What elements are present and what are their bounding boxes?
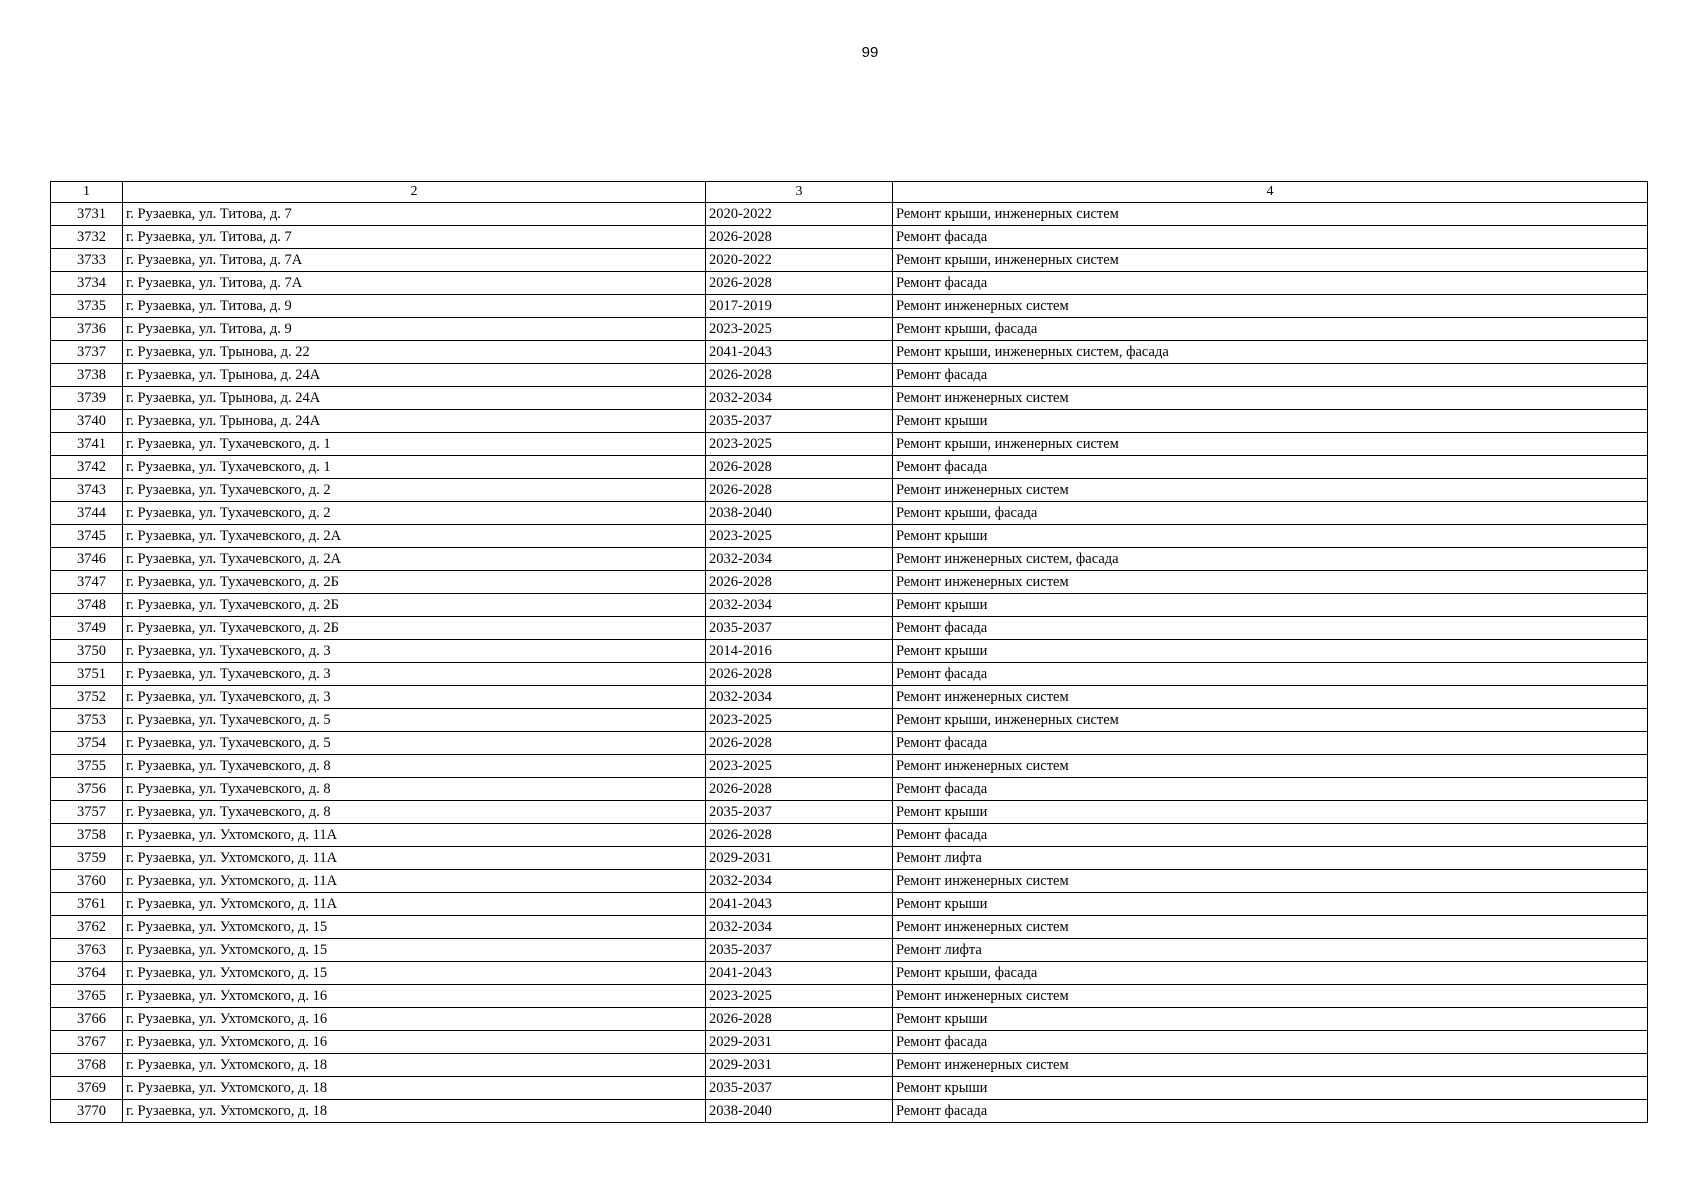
period-cell: 2023-2025 (706, 755, 893, 778)
row-number-cell: 3743 (51, 479, 123, 502)
period-cell: 2029-2031 (706, 847, 893, 870)
row-number-cell: 3741 (51, 433, 123, 456)
works-cell: Ремонт крыши (893, 594, 1648, 617)
period-cell: 2026-2028 (706, 732, 893, 755)
address-cell: г. Рузаевка, ул. Ухтомского, д. 18 (123, 1077, 706, 1100)
table-row (51, 893, 1648, 916)
address-cell: г. Рузаевка, ул. Тухачевского, д. 3 (123, 663, 706, 686)
address-cell: г. Рузаевка, ул. Тухачевского, д. 8 (123, 778, 706, 801)
table-row (51, 640, 1648, 663)
table-row (51, 1008, 1648, 1031)
address-cell: г. Рузаевка, ул. Титова, д. 9 (123, 295, 706, 318)
address-cell: г. Рузаевка, ул. Тухачевского, д. 2А (123, 548, 706, 571)
works-cell: Ремонт инженерных систем (893, 870, 1648, 893)
table-header-row (51, 182, 1648, 203)
address-cell: г. Рузаевка, ул. Титова, д. 7А (123, 272, 706, 295)
period-cell: 2035-2037 (706, 410, 893, 433)
row-number-cell: 3747 (51, 571, 123, 594)
row-number-cell: 3750 (51, 640, 123, 663)
period-cell: 2032-2034 (706, 870, 893, 893)
address-cell: г. Рузаевка, ул. Ухтомского, д. 15 (123, 962, 706, 985)
row-number-cell: 3744 (51, 502, 123, 525)
registry-table (50, 181, 1648, 1123)
row-number-cell: 3734 (51, 272, 123, 295)
period-cell: 2038-2040 (706, 502, 893, 525)
address-cell: г. Рузаевка, ул. Ухтомского, д. 15 (123, 939, 706, 962)
period-cell: 2023-2025 (706, 525, 893, 548)
row-number-cell: 3760 (51, 870, 123, 893)
works-cell: Ремонт фасада (893, 1100, 1648, 1123)
period-cell: 2026-2028 (706, 456, 893, 479)
table-row (51, 755, 1648, 778)
row-number-cell: 3765 (51, 985, 123, 1008)
address-cell: г. Рузаевка, ул. Тухачевского, д. 8 (123, 755, 706, 778)
works-cell: Ремонт инженерных систем (893, 1054, 1648, 1077)
period-cell: 2035-2037 (706, 939, 893, 962)
period-cell: 2026-2028 (706, 479, 893, 502)
works-cell: Ремонт фасада (893, 732, 1648, 755)
address-cell: г. Рузаевка, ул. Ухтомского, д. 11А (123, 847, 706, 870)
address-cell: г. Рузаевка, ул. Ухтомского, д. 16 (123, 1008, 706, 1031)
column-header: 3 (706, 182, 893, 203)
works-cell: Ремонт фасада (893, 226, 1648, 249)
table-row (51, 456, 1648, 479)
table-row (51, 571, 1648, 594)
period-cell: 2041-2043 (706, 893, 893, 916)
period-cell: 2020-2022 (706, 249, 893, 272)
period-cell: 2026-2028 (706, 364, 893, 387)
row-number-cell: 3761 (51, 893, 123, 916)
table-row (51, 709, 1648, 732)
period-cell: 2041-2043 (706, 962, 893, 985)
table-row (51, 916, 1648, 939)
works-cell: Ремонт инженерных систем (893, 479, 1648, 502)
row-number-cell: 3736 (51, 318, 123, 341)
table-row (51, 548, 1648, 571)
table-row (51, 663, 1648, 686)
table-row (51, 433, 1648, 456)
row-number-cell: 3749 (51, 617, 123, 640)
table-row (51, 479, 1648, 502)
table-row (51, 594, 1648, 617)
table-row (51, 249, 1648, 272)
address-cell: г. Рузаевка, ул. Тухачевского, д. 8 (123, 801, 706, 824)
table-row (51, 1054, 1648, 1077)
works-cell: Ремонт инженерных систем (893, 755, 1648, 778)
works-cell: Ремонт крыши, инженерных систем (893, 203, 1648, 226)
address-cell: г. Рузаевка, ул. Тухачевского, д. 5 (123, 732, 706, 755)
period-cell: 2026-2028 (706, 663, 893, 686)
row-number-cell: 3735 (51, 295, 123, 318)
row-number-cell: 3742 (51, 456, 123, 479)
address-cell: г. Рузаевка, ул. Ухтомского, д. 16 (123, 985, 706, 1008)
works-cell: Ремонт крыши (893, 893, 1648, 916)
row-number-cell: 3769 (51, 1077, 123, 1100)
address-cell: г. Рузаевка, ул. Ухтомского, д. 11А (123, 893, 706, 916)
period-cell: 2032-2034 (706, 548, 893, 571)
column-header: 1 (51, 182, 123, 203)
table-row (51, 686, 1648, 709)
table-row (51, 1100, 1648, 1123)
row-number-cell: 3739 (51, 387, 123, 410)
works-cell: Ремонт крыши, инженерных систем (893, 433, 1648, 456)
table-row (51, 847, 1648, 870)
works-cell: Ремонт фасада (893, 456, 1648, 479)
row-number-cell: 3746 (51, 548, 123, 571)
row-number-cell: 3757 (51, 801, 123, 824)
table-row (51, 801, 1648, 824)
row-number-cell: 3745 (51, 525, 123, 548)
address-cell: г. Рузаевка, ул. Тухачевского, д. 3 (123, 640, 706, 663)
table-row (51, 870, 1648, 893)
row-number-cell: 3764 (51, 962, 123, 985)
period-cell: 2035-2037 (706, 1077, 893, 1100)
table-row (51, 732, 1648, 755)
table-row (51, 962, 1648, 985)
row-number-cell: 3748 (51, 594, 123, 617)
table-row (51, 502, 1648, 525)
address-cell: г. Рузаевка, ул. Ухтомского, д. 16 (123, 1031, 706, 1054)
row-number-cell: 3756 (51, 778, 123, 801)
period-cell: 2035-2037 (706, 617, 893, 640)
address-cell: г. Рузаевка, ул. Ухтомского, д. 18 (123, 1054, 706, 1077)
works-cell: Ремонт крыши (893, 801, 1648, 824)
address-cell: г. Рузаевка, ул. Тухачевского, д. 3 (123, 686, 706, 709)
table-row (51, 824, 1648, 847)
address-cell: г. Рузаевка, ул. Тухачевского, д. 2А (123, 525, 706, 548)
table-row (51, 387, 1648, 410)
column-header: 4 (893, 182, 1648, 203)
works-cell: Ремонт инженерных систем (893, 295, 1648, 318)
row-number-cell: 3753 (51, 709, 123, 732)
row-number-cell: 3768 (51, 1054, 123, 1077)
table-row (51, 985, 1648, 1008)
address-cell: г. Рузаевка, ул. Трынова, д. 24А (123, 364, 706, 387)
row-number-cell: 3740 (51, 410, 123, 433)
period-cell: 2017-2019 (706, 295, 893, 318)
address-cell: г. Рузаевка, ул. Ухтомского, д. 18 (123, 1100, 706, 1123)
row-number-cell: 3733 (51, 249, 123, 272)
works-cell: Ремонт крыши, фасада (893, 318, 1648, 341)
row-number-cell: 3737 (51, 341, 123, 364)
table-row (51, 341, 1648, 364)
period-cell: 2014-2016 (706, 640, 893, 663)
period-cell: 2026-2028 (706, 1008, 893, 1031)
period-cell: 2041-2043 (706, 341, 893, 364)
works-cell: Ремонт инженерных систем (893, 916, 1648, 939)
period-cell: 2023-2025 (706, 985, 893, 1008)
row-number-cell: 3738 (51, 364, 123, 387)
period-cell: 2035-2037 (706, 801, 893, 824)
table-row (51, 525, 1648, 548)
table-row (51, 364, 1648, 387)
works-cell: Ремонт инженерных систем (893, 387, 1648, 410)
works-cell: Ремонт крыши (893, 1077, 1648, 1100)
address-cell: г. Рузаевка, ул. Тухачевского, д. 1 (123, 433, 706, 456)
period-cell: 2029-2031 (706, 1031, 893, 1054)
works-cell: Ремонт фасада (893, 617, 1648, 640)
works-cell: Ремонт фасада (893, 272, 1648, 295)
works-cell: Ремонт инженерных систем (893, 686, 1648, 709)
address-cell: г. Рузаевка, ул. Тухачевского, д. 2Б (123, 617, 706, 640)
table-row (51, 295, 1648, 318)
table-row (51, 410, 1648, 433)
period-cell: 2026-2028 (706, 824, 893, 847)
row-number-cell: 3732 (51, 226, 123, 249)
works-cell: Ремонт крыши, инженерных систем (893, 249, 1648, 272)
row-number-cell: 3763 (51, 939, 123, 962)
address-cell: г. Рузаевка, ул. Трынова, д. 24А (123, 387, 706, 410)
address-cell: г. Рузаевка, ул. Тухачевского, д. 1 (123, 456, 706, 479)
works-cell: Ремонт крыши, фасада (893, 502, 1648, 525)
period-cell: 2026-2028 (706, 571, 893, 594)
column-header: 2 (123, 182, 706, 203)
period-cell: 2023-2025 (706, 318, 893, 341)
period-cell: 2029-2031 (706, 1054, 893, 1077)
address-cell: г. Рузаевка, ул. Тухачевского, д. 2 (123, 502, 706, 525)
row-number-cell: 3762 (51, 916, 123, 939)
row-number-cell: 3770 (51, 1100, 123, 1123)
page-number: 99 (861, 44, 879, 61)
table-row (51, 1031, 1648, 1054)
row-number-cell: 3758 (51, 824, 123, 847)
period-cell: 2032-2034 (706, 686, 893, 709)
works-cell: Ремонт крыши (893, 525, 1648, 548)
address-cell: г. Рузаевка, ул. Титова, д. 9 (123, 318, 706, 341)
works-cell: Ремонт фасада (893, 1031, 1648, 1054)
address-cell: г. Рузаевка, ул. Тухачевского, д. 2Б (123, 594, 706, 617)
table-row (51, 318, 1648, 341)
works-cell: Ремонт фасада (893, 778, 1648, 801)
address-cell: г. Рузаевка, ул. Титова, д. 7 (123, 203, 706, 226)
period-cell: 2023-2025 (706, 433, 893, 456)
address-cell: г. Рузаевка, ул. Ухтомского, д. 11А (123, 870, 706, 893)
row-number-cell: 3754 (51, 732, 123, 755)
works-cell: Ремонт инженерных систем, фасада (893, 548, 1648, 571)
registry-table-body (51, 182, 1648, 1123)
works-cell: Ремонт инженерных систем (893, 985, 1648, 1008)
table-row (51, 778, 1648, 801)
works-cell: Ремонт крыши, инженерных систем (893, 709, 1648, 732)
address-cell: г. Рузаевка, ул. Ухтомского, д. 15 (123, 916, 706, 939)
table-row (51, 617, 1648, 640)
address-cell: г. Рузаевка, ул. Ухтомского, д. 11А (123, 824, 706, 847)
period-cell: 2026-2028 (706, 272, 893, 295)
row-number-cell: 3731 (51, 203, 123, 226)
address-cell: г. Рузаевка, ул. Титова, д. 7 (123, 226, 706, 249)
table-row (51, 226, 1648, 249)
address-cell: г. Рузаевка, ул. Титова, д. 7А (123, 249, 706, 272)
period-cell: 2026-2028 (706, 778, 893, 801)
address-cell: г. Рузаевка, ул. Тухачевского, д. 2 (123, 479, 706, 502)
address-cell: г. Рузаевка, ул. Тухачевского, д. 2Б (123, 571, 706, 594)
row-number-cell: 3759 (51, 847, 123, 870)
works-cell: Ремонт лифта (893, 939, 1648, 962)
row-number-cell: 3752 (51, 686, 123, 709)
table-row (51, 272, 1648, 295)
works-cell: Ремонт крыши, инженерных систем, фасада (893, 341, 1648, 364)
works-cell: Ремонт фасада (893, 364, 1648, 387)
works-cell: Ремонт крыши (893, 410, 1648, 433)
period-cell: 2026-2028 (706, 226, 893, 249)
address-cell: г. Рузаевка, ул. Трынова, д. 22 (123, 341, 706, 364)
works-cell: Ремонт крыши, фасада (893, 962, 1648, 985)
address-cell: г. Рузаевка, ул. Тухачевского, д. 5 (123, 709, 706, 732)
row-number-cell: 3755 (51, 755, 123, 778)
table-row (51, 939, 1648, 962)
works-cell: Ремонт фасада (893, 824, 1648, 847)
period-cell: 2023-2025 (706, 709, 893, 732)
period-cell: 2032-2034 (706, 916, 893, 939)
row-number-cell: 3767 (51, 1031, 123, 1054)
row-number-cell: 3766 (51, 1008, 123, 1031)
period-cell: 2032-2034 (706, 387, 893, 410)
works-cell: Ремонт лифта (893, 847, 1648, 870)
works-cell: Ремонт крыши (893, 640, 1648, 663)
address-cell: г. Рузаевка, ул. Трынова, д. 24А (123, 410, 706, 433)
period-cell: 2032-2034 (706, 594, 893, 617)
works-cell: Ремонт фасада (893, 663, 1648, 686)
table-row (51, 1077, 1648, 1100)
works-cell: Ремонт крыши (893, 1008, 1648, 1031)
works-cell: Ремонт инженерных систем (893, 571, 1648, 594)
row-number-cell: 3751 (51, 663, 123, 686)
period-cell: 2020-2022 (706, 203, 893, 226)
period-cell: 2038-2040 (706, 1100, 893, 1123)
table-row (51, 203, 1648, 226)
